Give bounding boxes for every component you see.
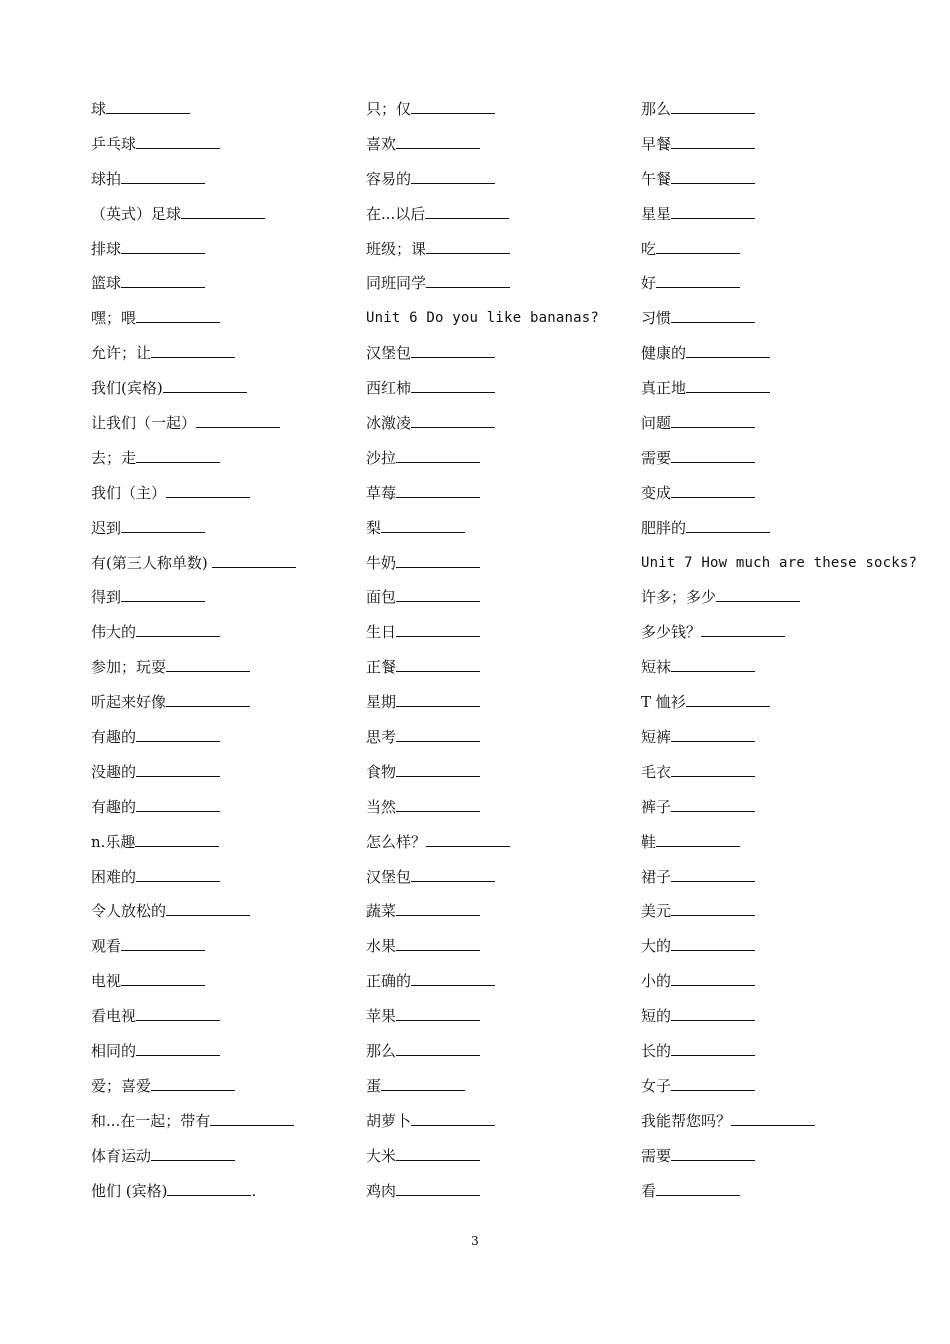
vocab-prompt: 怎么样？ — [366, 832, 427, 851]
vocab-prompt: 面包 — [366, 588, 397, 607]
vocab-prompt: 参加；玩耍 — [91, 658, 167, 677]
vocab-prompt: 汉堡包 — [366, 867, 412, 886]
vocab-prompt: 相同的 — [91, 1042, 137, 1061]
unit-heading — [366, 303, 631, 338]
vocab-prompt: 喜欢 — [366, 134, 397, 153]
answer-blank[interactable] — [686, 379, 770, 393]
vocab-entry — [91, 931, 356, 966]
vocab-prompt: 体育运动 — [91, 1146, 152, 1165]
answer-blank[interactable] — [671, 728, 755, 742]
answer-blank[interactable] — [151, 344, 235, 358]
answer-blank[interactable] — [396, 763, 480, 777]
vocab-prompt: 蔬菜 — [366, 902, 397, 921]
vocab-prompt: 星期 — [366, 693, 397, 712]
answer-blank[interactable] — [671, 309, 755, 323]
vocab-prompt: 小的 — [641, 972, 672, 991]
vocab-prompt: 冰激凌 — [366, 414, 412, 433]
vocab-entry — [91, 862, 356, 897]
vocab-prompt: 正确的 — [366, 972, 412, 991]
answer-blank[interactable] — [411, 344, 495, 358]
vocab-entry — [366, 722, 631, 757]
vocab-prompt: 早餐 — [641, 134, 672, 153]
answer-blank[interactable] — [396, 588, 480, 602]
vocab-entry — [91, 757, 356, 792]
vocab-prompt: 毛衣 — [641, 762, 672, 781]
vocab-entry — [91, 1001, 356, 1036]
vocab-entry — [366, 338, 631, 373]
answer-blank[interactable] — [381, 519, 465, 533]
answer-blank[interactable] — [396, 1042, 480, 1056]
answer-blank[interactable] — [671, 449, 755, 463]
vocab-prompt: 长的 — [641, 1042, 672, 1061]
vocab-entry — [91, 1141, 356, 1176]
vocab-prompt: 苹果 — [366, 1007, 397, 1026]
vocab-entry — [641, 757, 946, 792]
answer-blank[interactable] — [671, 937, 755, 951]
vocab-entry — [91, 722, 356, 757]
vocab-prompt: 我们（主） — [91, 483, 167, 502]
vocab-prompt: 困难的 — [91, 867, 137, 886]
unit-heading — [641, 548, 946, 583]
vocab-entry — [91, 652, 356, 687]
vocab-prompt: 伟大的 — [91, 623, 137, 642]
vocab-entry — [641, 1071, 946, 1106]
answer-blank[interactable] — [716, 588, 800, 602]
vocab-entry — [641, 303, 946, 338]
vocab-entry — [91, 966, 356, 1001]
answer-blank[interactable] — [135, 833, 219, 847]
vocab-prompt: 美元 — [641, 902, 672, 921]
answer-blank[interactable] — [671, 100, 755, 114]
vocab-prompt: 有趣的 — [91, 797, 137, 816]
vocab-prompt: 女子 — [641, 1076, 672, 1095]
vocab-prompt: 好 — [641, 274, 657, 293]
vocab-entry — [641, 268, 946, 303]
answer-blank[interactable] — [411, 868, 495, 882]
vocab-entry — [91, 373, 356, 408]
vocab-prompt: 西红柿 — [366, 379, 412, 398]
answer-blank[interactable] — [396, 728, 480, 742]
vocab-entry — [366, 827, 631, 862]
answer-blank[interactable] — [121, 240, 205, 254]
vocab-entry — [91, 1071, 356, 1106]
vocab-entry — [641, 582, 946, 617]
answer-blank[interactable] — [121, 274, 205, 288]
vocab-entry — [91, 896, 356, 931]
answer-blank[interactable] — [411, 379, 495, 393]
vocab-prompt: （英式）足球 — [91, 204, 182, 223]
vocab-prompt: 吃 — [641, 239, 657, 258]
vocab-column-2 — [366, 94, 631, 1211]
answer-blank[interactable] — [701, 623, 785, 637]
vocab-entry — [641, 792, 946, 827]
vocab-entry — [91, 478, 356, 513]
vocab-prompt: 蛋 — [366, 1076, 382, 1095]
vocab-prompt: 短的 — [641, 1007, 672, 1026]
answer-blank[interactable] — [411, 1112, 495, 1126]
vocab-prompt: 真正地 — [641, 379, 687, 398]
answer-blank[interactable] — [136, 763, 220, 777]
answer-blank[interactable] — [671, 658, 755, 672]
vocab-entry — [91, 1036, 356, 1071]
vocab-prompt: 变成 — [641, 483, 672, 502]
vocab-prompt: 篮球 — [91, 274, 122, 293]
unit-heading-text: Unit 7 How much are these socks? — [641, 554, 918, 571]
vocab-entry — [91, 303, 356, 338]
vocab-prompt: 鞋 — [641, 832, 657, 851]
vocab-entry — [641, 338, 946, 373]
vocab-prompt: 短裤 — [641, 728, 672, 747]
vocab-entry — [91, 582, 356, 617]
vocab-entry — [91, 548, 356, 583]
answer-blank[interactable] — [121, 588, 205, 602]
vocab-prompt: 正餐 — [366, 658, 397, 677]
answer-blank[interactable] — [396, 937, 480, 951]
vocab-entry — [641, 1001, 946, 1036]
vocab-prompt: 看 — [641, 1181, 657, 1200]
vocab-prompt: 球拍 — [91, 169, 122, 188]
vocab-entry — [641, 443, 946, 478]
answer-blank[interactable] — [671, 135, 755, 149]
vocab-prompt: 排球 — [91, 239, 122, 258]
vocab-prompt: 那么 — [641, 100, 672, 118]
vocab-prompt: 他们 (宾格) — [91, 1181, 168, 1200]
vocab-prompt: 迟到 — [91, 518, 122, 537]
vocab-entry — [366, 652, 631, 687]
vocab-entry — [366, 513, 631, 548]
vocab-prompt: 听起来好像 — [91, 693, 167, 712]
vocab-prompt: 嘿；喂 — [91, 309, 137, 328]
vocab-entry — [641, 1106, 946, 1141]
unit-heading-text: Unit 6 Do you like bananas? — [366, 310, 599, 327]
answer-blank[interactable] — [121, 170, 205, 184]
answer-blank[interactable] — [671, 1147, 755, 1161]
answer-blank[interactable] — [396, 623, 480, 637]
vocab-entry — [641, 896, 946, 931]
vocab-entry — [641, 164, 946, 199]
vocab-prompt: 需要 — [641, 1146, 672, 1165]
vocab-prompt: 沙拉 — [366, 448, 397, 467]
page-number: 3 — [471, 1234, 479, 1248]
vocab-entry — [366, 966, 631, 1001]
vocab-entry — [641, 94, 946, 129]
vocab-prompt: 去；走 — [91, 448, 137, 467]
vocab-entry — [366, 1176, 631, 1211]
trailing-punctuation: . — [251, 1181, 257, 1200]
vocab-prompt: 同班同学 — [366, 274, 427, 293]
vocab-column-1 — [91, 94, 356, 1211]
vocab-entry — [91, 129, 356, 164]
answer-blank[interactable] — [686, 519, 770, 533]
vocab-prompt: 我能帮您吗？ — [641, 1111, 732, 1130]
vocab-prompt: 乒乓球 — [91, 134, 137, 153]
vocab-prompt: 看电视 — [91, 1007, 137, 1026]
answer-blank[interactable] — [686, 693, 770, 707]
vocab-entry — [366, 862, 631, 897]
vocab-prompt: 鸡肉 — [366, 1181, 397, 1200]
answer-blank[interactable] — [671, 1007, 755, 1021]
vocab-entry — [366, 129, 631, 164]
vocab-prompt: 大的 — [641, 937, 672, 956]
vocab-entry — [641, 931, 946, 966]
vocab-entry — [366, 582, 631, 617]
answer-blank[interactable] — [671, 868, 755, 882]
vocab-entry — [91, 617, 356, 652]
vocab-prompt: 得到 — [91, 588, 122, 607]
vocab-prompt: 那么 — [366, 1042, 397, 1061]
vocab-entry — [641, 1141, 946, 1176]
vocab-prompt: 球 — [91, 100, 107, 118]
vocab-prompt: 电视 — [91, 972, 122, 991]
answer-blank[interactable] — [396, 135, 480, 149]
vocab-entry — [91, 1176, 356, 1211]
vocab-prompt: 草莓 — [366, 483, 397, 502]
answer-blank[interactable] — [426, 833, 510, 847]
answer-blank[interactable] — [671, 902, 755, 916]
vocab-entry — [91, 408, 356, 443]
answer-blank[interactable] — [210, 1112, 294, 1126]
answer-blank[interactable] — [396, 484, 480, 498]
vocab-column-3 — [641, 94, 946, 1211]
vocab-entry — [91, 268, 356, 303]
vocab-prompt: 肥胖的 — [641, 518, 687, 537]
vocab-entry — [91, 513, 356, 548]
vocab-prompt: T 恤衫 — [641, 693, 686, 712]
answer-blank[interactable] — [166, 484, 250, 498]
vocab-entry — [91, 199, 356, 234]
vocab-entry — [366, 1071, 631, 1106]
answer-blank[interactable] — [411, 972, 495, 986]
answer-blank[interactable] — [136, 868, 220, 882]
vocab-entry — [641, 617, 946, 652]
vocab-entry — [641, 129, 946, 164]
vocab-entry — [366, 1106, 631, 1141]
vocab-prompt: 需要 — [641, 448, 672, 467]
vocab-entry — [91, 792, 356, 827]
answer-blank[interactable] — [671, 170, 755, 184]
vocab-prompt: 午餐 — [641, 169, 672, 188]
answer-blank[interactable] — [686, 344, 770, 358]
vocab-entry — [91, 687, 356, 722]
vocab-prompt: 班级；课 — [366, 239, 427, 258]
answer-blank[interactable] — [136, 135, 220, 149]
vocab-prompt: 牛奶 — [366, 553, 397, 572]
vocab-entry — [91, 164, 356, 199]
answer-blank[interactable] — [136, 449, 220, 463]
answer-blank[interactable] — [166, 902, 250, 916]
vocab-entry — [91, 338, 356, 373]
vocab-entry — [641, 513, 946, 548]
answer-blank[interactable] — [196, 414, 280, 428]
vocab-entry — [641, 1036, 946, 1071]
vocab-prompt: 汉堡包 — [366, 344, 412, 363]
answer-blank[interactable] — [396, 902, 480, 916]
answer-blank[interactable] — [671, 798, 755, 812]
vocab-entry — [641, 966, 946, 1001]
vocab-entry — [91, 1106, 356, 1141]
answer-blank[interactable] — [411, 170, 495, 184]
vocab-prompt: 有趣的 — [91, 728, 137, 747]
vocab-prompt: 生日 — [366, 623, 397, 642]
vocab-entry — [641, 1176, 946, 1211]
answer-blank[interactable] — [121, 519, 205, 533]
answer-blank[interactable] — [151, 1147, 235, 1161]
answer-blank[interactable] — [656, 274, 740, 288]
answer-blank[interactable] — [106, 100, 190, 114]
vocab-prompt: 当然 — [366, 797, 397, 816]
answer-blank[interactable] — [167, 1182, 251, 1196]
vocab-prompt: 只；仅 — [366, 100, 412, 118]
answer-blank[interactable] — [411, 100, 495, 114]
vocab-entry — [641, 234, 946, 269]
vocab-entry — [641, 408, 946, 443]
answer-blank[interactable] — [151, 1077, 235, 1091]
vocab-entry — [366, 373, 631, 408]
answer-blank[interactable] — [396, 1147, 480, 1161]
vocab-entry — [366, 199, 631, 234]
answer-blank[interactable] — [656, 833, 740, 847]
answer-blank[interactable] — [426, 274, 510, 288]
vocab-entry — [91, 94, 356, 129]
vocab-entry — [366, 1036, 631, 1071]
answer-blank[interactable] — [396, 798, 480, 812]
vocab-entry — [366, 792, 631, 827]
vocab-entry — [366, 548, 631, 583]
answer-blank[interactable] — [671, 1077, 755, 1091]
vocab-entry — [91, 827, 356, 862]
vocab-entry — [641, 722, 946, 757]
vocab-prompt: 大米 — [366, 1146, 397, 1165]
answer-blank[interactable] — [396, 449, 480, 463]
answer-blank[interactable] — [136, 623, 220, 637]
answer-blank[interactable] — [396, 693, 480, 707]
vocab-prompt: 胡萝卜 — [366, 1111, 412, 1130]
vocab-entry — [366, 1141, 631, 1176]
vocab-prompt: 梨 — [366, 518, 382, 537]
answer-blank[interactable] — [136, 309, 220, 323]
vocab-prompt: 问题 — [641, 414, 672, 433]
vocab-prompt: 许多；多少 — [641, 588, 717, 607]
answer-blank[interactable] — [181, 205, 265, 219]
vocab-entry — [91, 234, 356, 269]
vocab-prompt: 短袜 — [641, 658, 672, 677]
answer-blank[interactable] — [731, 1112, 815, 1126]
answer-blank[interactable] — [166, 693, 250, 707]
vocab-entry — [366, 443, 631, 478]
vocab-prompt: 习惯 — [641, 309, 672, 328]
vocab-entry — [366, 408, 631, 443]
vocab-prompt: 允许；让 — [91, 344, 152, 363]
vocab-prompt: 令人放松的 — [91, 902, 167, 921]
answer-blank[interactable] — [163, 379, 247, 393]
answer-blank[interactable] — [396, 1182, 480, 1196]
answer-blank[interactable] — [671, 763, 755, 777]
vocab-prompt: 观看 — [91, 937, 122, 956]
vocab-prompt: 让我们（一起） — [91, 414, 197, 433]
answer-blank[interactable] — [212, 554, 296, 568]
answer-blank[interactable] — [396, 554, 480, 568]
answer-blank[interactable] — [121, 937, 205, 951]
vocab-prompt: n.乐趣 — [91, 832, 136, 851]
answer-blank[interactable] — [396, 658, 480, 672]
answer-blank[interactable] — [656, 240, 740, 254]
vocab-entry — [641, 652, 946, 687]
vocab-entry — [641, 478, 946, 513]
vocab-prompt: 有(第三人称单数) — [91, 553, 213, 572]
vocab-entry — [366, 757, 631, 792]
answer-blank[interactable] — [671, 484, 755, 498]
vocab-entry — [91, 443, 356, 478]
vocab-prompt: 爱；喜爱 — [91, 1076, 152, 1095]
vocab-prompt: 健康的 — [641, 344, 687, 363]
vocab-entry — [641, 199, 946, 234]
answer-blank[interactable] — [166, 658, 250, 672]
answer-blank[interactable] — [425, 205, 509, 219]
vocab-entry — [641, 373, 946, 408]
vocab-prompt: 和...在一起；带有 — [91, 1111, 211, 1130]
answer-blank[interactable] — [136, 728, 220, 742]
vocab-prompt: 裙子 — [641, 867, 672, 886]
vocab-entry — [641, 687, 946, 722]
vocab-prompt: 思考 — [366, 728, 397, 747]
vocab-prompt: 我们(宾格) — [91, 379, 163, 398]
vocab-entry — [366, 164, 631, 199]
answer-blank[interactable] — [671, 414, 755, 428]
vocab-entry — [366, 687, 631, 722]
answer-blank[interactable] — [671, 972, 755, 986]
answer-blank[interactable] — [656, 1182, 740, 1196]
answer-blank[interactable] — [671, 205, 755, 219]
vocab-entry — [366, 478, 631, 513]
answer-blank[interactable] — [396, 1007, 480, 1021]
vocab-prompt: 星星 — [641, 204, 672, 223]
vocab-entry — [366, 1001, 631, 1036]
answer-blank[interactable] — [671, 1042, 755, 1056]
answer-blank[interactable] — [121, 972, 205, 986]
answer-blank[interactable] — [426, 240, 510, 254]
vocab-prompt: 在...以后 — [366, 204, 426, 223]
vocab-prompt: 没趣的 — [91, 762, 137, 781]
vocab-prompt: 容易的 — [366, 169, 412, 188]
answer-blank[interactable] — [136, 1007, 220, 1021]
answer-blank[interactable] — [411, 414, 495, 428]
vocab-entry — [366, 617, 631, 652]
answer-blank[interactable] — [136, 798, 220, 812]
answer-blank[interactable] — [381, 1077, 465, 1091]
vocab-entry — [366, 234, 631, 269]
vocab-prompt: 食物 — [366, 762, 397, 781]
vocab-entry — [366, 94, 631, 129]
vocab-entry — [641, 862, 946, 897]
answer-blank[interactable] — [136, 1042, 220, 1056]
vocab-prompt: 多少钱？ — [641, 623, 702, 642]
vocab-entry — [366, 268, 631, 303]
vocab-entry — [366, 931, 631, 966]
vocab-entry — [366, 896, 631, 931]
vocab-prompt: 裤子 — [641, 797, 672, 816]
vocab-prompt: 水果 — [366, 937, 397, 956]
vocab-entry — [641, 827, 946, 862]
